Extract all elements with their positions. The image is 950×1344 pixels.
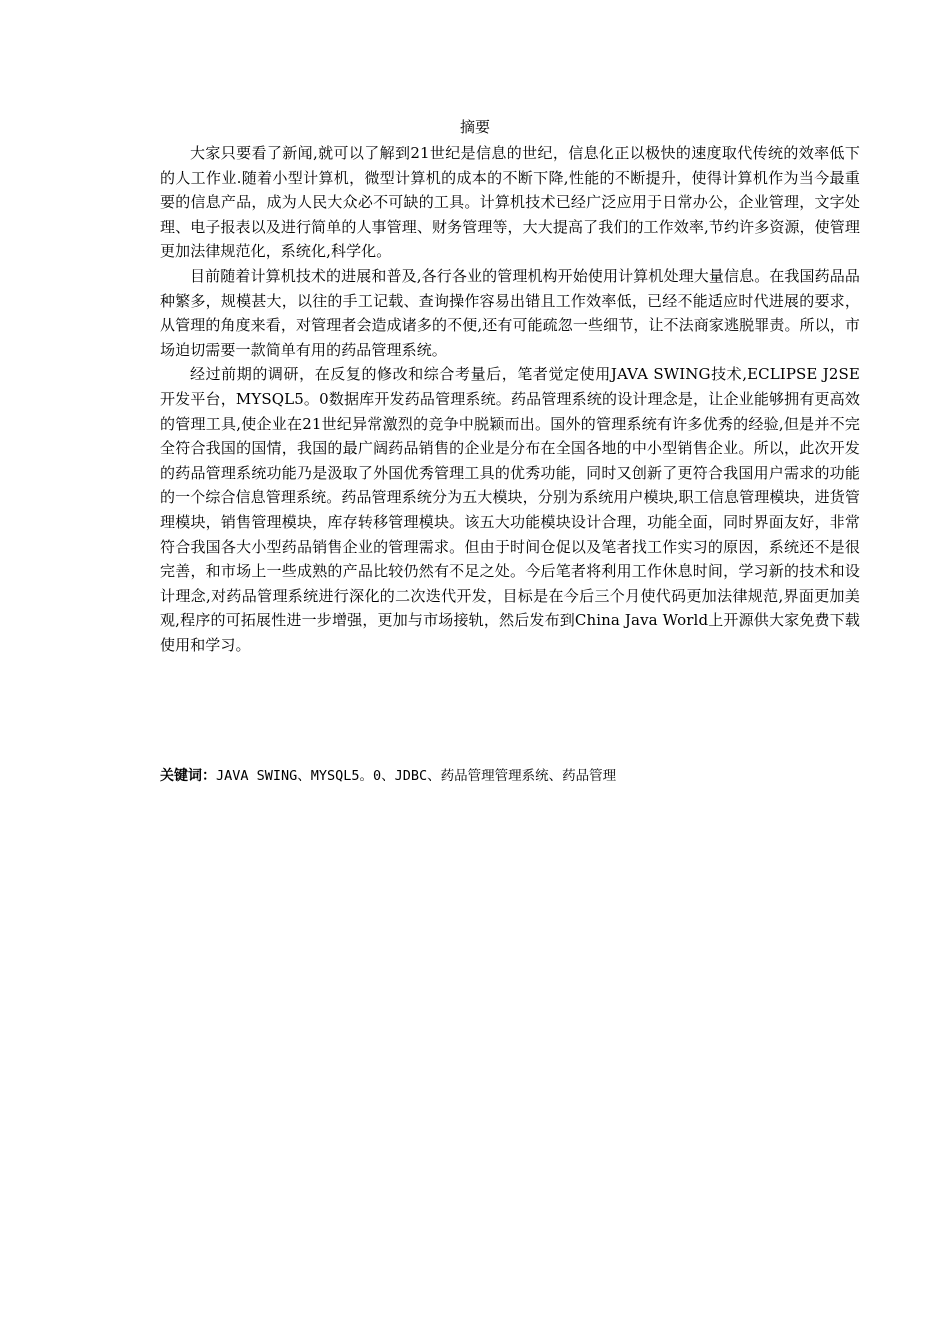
keywords-text: JAVA SWING、MYSQL5。0、JDBC、药品管理管理系统、药品管理 [216,768,617,784]
abstract-body [160,141,860,657]
keywords-line [160,765,860,787]
abstract-paragraph-2: 目前随着计算机技术的进展和普及,各行各业的管理机构开始使用计算机处理大量信息。在我国药品品种繁多，规模甚大，以往的手工记载、查询操作容易出错且工作效率低，已经不能适应时代进展的要求，从管理的角度来看，对管理者会造成诸多的不便,还有可能疏忽一些细节，让不法商家逃脱罪责。所以，市场迫切需要一款简单有用的药品管理系统。 [160,266,860,359]
abstract-paragraph-3: 经过前期的调研，在反复的修改和综合考量后，笔者觉定使用JAVA SWING技术,ECLIPSE J2SE 开发平台，MYSQL5。0数据库开发药品管理系统。药品管理系统的设计理念是，让企业能够拥有更高效的管理工具,使企业在21世纪异常激烈的竞争中脱颖而出。国外的管理系统有许多优秀的经验,但是并不完全符合我国的国情，我国的最广阔药品销售的企业是分布在全国各地的中小型销售企业。所以，此次开发的药品管理系统功能乃是汲取了外国优秀管理工具的优秀功能，同时又创新了更符合我国用户需求的功能的一个综合信息管理系统。药品管理系统分为五大模块，分别为系统用户模块,职工信息管理模块，进货管理模块，销售管理模块，库存转移管理模块。该五大功能模块设计合理，功能全面，同时界面友好，非常符合我国各大小型药品销售企业的管理需求。但由于时间仓促以及笔者找工作实习的原因，系统还不是很完善，和市场上一些成熟的产品比较仍然有不足之处。今后笔者将利用工作休息时间，学习新的技术和设计理念,对药品管理系统进行深化的二次迭代开发，目标是在今后三个月使代码更加法律规范,界面更加美观,程序的可拓展性进一步增强，更加与市场接轨，然后发布到China Java World上开源供大家免费下载使用和学习。 [160,365,860,654]
abstract-title: 摘要 [459,118,490,136]
keywords-label: 关键词： [160,768,216,784]
abstract-paragraph-1: 大家只要看了新闻,就可以了解到21世纪是信息的世纪，信息化正以极快的速度取代传统的效率低下的人工作业.随着小型计算机，微型计算机的成本的不断下降,性能的不断提升，使得计算机作为当今最重要的信息产品，成为人民大众必不可缺的工具。计算机技术已经广泛应用于日常办公，企业管理，文字处理、电子报表以及进行简单的人事管理、财务管理等，大大提高了我们的工作效率,节约许多资源，使管理更加法律规范化，系统化,科学化。 [160,144,860,261]
